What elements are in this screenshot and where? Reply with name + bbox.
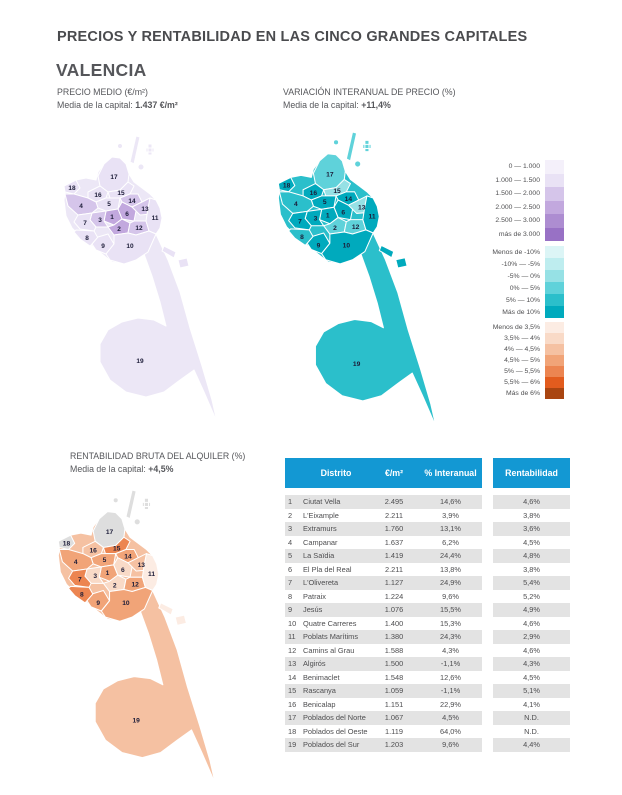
header-rentabilidad: Rentabilidad (505, 468, 558, 478)
legend-label: 0 — 1.000 (508, 163, 540, 171)
legend-label: 0% — 5% (509, 284, 540, 292)
cell-variation: 3,9% (442, 510, 459, 520)
variation-map-heading (283, 86, 456, 112)
table-row (285, 671, 570, 685)
table-row (285, 617, 570, 631)
yield-legend (468, 322, 566, 399)
cell-district: Poblats Marítims (303, 632, 359, 642)
price-legend-row (468, 187, 566, 201)
row-number: 16 (288, 699, 297, 709)
district-9-label: 9 (316, 242, 321, 250)
row-number: 15 (288, 686, 297, 696)
cell-variation: 24,4% (440, 551, 461, 561)
cell-price: 1.224 (384, 591, 404, 601)
table-row (285, 563, 570, 577)
legend-label: 3,5% — 4% (504, 335, 540, 342)
cell-district: Jesús (303, 605, 323, 615)
legend-label: 1.000 — 1.500 (495, 176, 540, 184)
table-row (285, 522, 570, 536)
cell-district: Algirós (303, 659, 326, 669)
cell-price: 2.211 (385, 564, 403, 574)
cell-price: 1.419 (384, 551, 404, 561)
legend-color-swatch (545, 366, 564, 377)
cell-district: Camins al Grau (303, 645, 355, 655)
district-9-label: 9 (96, 599, 101, 607)
cell-variation: 15,5% (440, 605, 461, 615)
district-11-label: 11 (148, 571, 156, 579)
district-16-label: 16 (309, 189, 318, 197)
north-islet (134, 519, 140, 525)
cell-rentabilidad: 2,9% (523, 632, 540, 642)
legend-color-swatch (545, 270, 564, 282)
yield-legend-row (468, 322, 566, 333)
legend-label: 5% — 10% (505, 296, 540, 304)
variation-legend-row (468, 258, 566, 270)
yield-legend-row (468, 366, 566, 377)
table-row (285, 603, 570, 617)
district-5-label: 5 (107, 201, 111, 208)
table-row (285, 509, 570, 523)
cross-islet (146, 144, 154, 155)
district-2-label: 2 (333, 224, 337, 232)
valencia-districts-map (46, 488, 251, 790)
legend-color-swatch (545, 174, 564, 188)
variation-legend (468, 246, 566, 318)
district-15-label: 15 (113, 545, 121, 553)
district-16-label: 16 (94, 192, 102, 199)
municipality-outline (58, 512, 215, 784)
yield-map-title: RENTABILIDAD BRUTA DEL ALQUILER (%) (70, 451, 246, 461)
north-islet (355, 161, 361, 167)
valencia-districts-map (266, 130, 472, 434)
legend-label: Menos de 3,5% (492, 324, 540, 331)
north-islet (118, 144, 123, 149)
legend-label: Más de 10% (502, 308, 540, 316)
row-number: 4 (288, 537, 293, 547)
legend-color-swatch (545, 377, 564, 388)
row-number: 3 (288, 524, 293, 534)
average-label: Media de la capital: (70, 464, 146, 474)
district-4-label: 4 (294, 201, 298, 209)
header-distrito: Distrito (320, 468, 352, 478)
north-islet (138, 164, 144, 170)
table-row (285, 630, 570, 644)
cell-rentabilidad: 3,8% (523, 564, 540, 574)
cell-price: 1.059 (384, 686, 404, 696)
row-number: 11 (288, 632, 296, 642)
table-row (285, 657, 570, 671)
yield-legend-row (468, 388, 566, 399)
cell-rentabilidad: 4,6% (523, 618, 540, 628)
legend-color-swatch (545, 258, 564, 270)
cell-district: Poblados del Sur (303, 740, 360, 750)
row-number: 10 (288, 618, 297, 628)
average-value: +4,5% (148, 464, 174, 474)
district-5-label: 5 (322, 199, 327, 207)
cell-price: 1.127 (384, 578, 404, 588)
legend-label: Menos de -10% (492, 248, 540, 256)
yield-legend-row (468, 333, 566, 344)
river-strip (130, 136, 140, 164)
cell-rentabilidad: 3,6% (523, 524, 540, 534)
yield-choropleth-map (46, 488, 251, 790)
legend-label: -5% — 0% (507, 272, 540, 280)
district-17-label: 17 (326, 171, 334, 179)
variation-choropleth-map (266, 130, 472, 434)
cell-rentabilidad: 4,4% (523, 740, 540, 750)
legend-color-swatch (545, 201, 564, 215)
cell-district: Ciutat Vella (303, 497, 341, 507)
cross-islet (363, 140, 371, 151)
district-14-label: 14 (344, 196, 353, 204)
district-4-label: 4 (79, 203, 83, 210)
district-6-label: 6 (341, 209, 346, 217)
district-12-label: 12 (135, 225, 143, 232)
cell-variation: 14,6% (440, 497, 461, 507)
row-number: 13 (288, 659, 297, 669)
price-legend-row (468, 201, 566, 215)
district-8-label: 8 (85, 235, 89, 242)
row-number: 6 (288, 564, 293, 574)
cell-price: 1.151 (384, 699, 404, 709)
cell-district: L'Olivereta (303, 578, 339, 588)
cell-district: La Saïdia (303, 551, 335, 561)
cell-variation: 24,3% (440, 632, 461, 642)
price-legend (468, 160, 566, 241)
district-7-label: 7 (298, 218, 302, 226)
table-row (285, 536, 570, 550)
price-map-average (57, 99, 178, 112)
river-strip (346, 132, 356, 161)
header-price: €/m² (384, 468, 404, 478)
row-number: 18 (288, 726, 297, 736)
cell-price: 1.500 (384, 659, 404, 669)
district-5-label: 5 (102, 556, 107, 564)
variation-legend-row (468, 306, 566, 318)
district-6-label: 6 (121, 567, 125, 575)
north-islet (113, 498, 118, 503)
average-value: +11,4% (361, 100, 391, 110)
cell-district: L'Eixample (303, 510, 339, 520)
cell-rentabilidad: 4,6% (523, 497, 540, 507)
legend-label: -10% — -5% (501, 260, 540, 268)
district-18-label: 18 (282, 182, 291, 190)
table-row (285, 576, 570, 590)
cell-variation: 6,2% (442, 537, 459, 547)
cell-rentabilidad: 4,9% (523, 605, 540, 615)
district-19-label: 19 (136, 358, 144, 365)
cell-district: Poblados del Oeste (303, 726, 368, 736)
cell-district: Patraix (303, 591, 327, 601)
average-label: Media de la capital: (57, 100, 133, 110)
district-7-label: 7 (77, 576, 82, 584)
table-header-rentabilidad (493, 458, 570, 488)
cell-rentabilidad: 4,5% (523, 537, 540, 547)
district-11-label: 11 (151, 215, 159, 222)
district-17-label: 17 (110, 174, 118, 181)
yield-map-heading (70, 450, 245, 476)
cell-variation: 15,3% (440, 618, 461, 628)
row-number: 2 (288, 510, 293, 520)
cell-rentabilidad: 4,3% (523, 659, 540, 669)
legend-color-swatch (545, 214, 564, 228)
table-row (285, 698, 570, 712)
district-1-label: 1 (105, 570, 110, 578)
cell-price: 1.637 (384, 537, 404, 547)
price-map-heading (57, 86, 178, 112)
cell-district: Extramurs (303, 524, 337, 534)
row-number: 9 (288, 605, 293, 615)
cell-variation: 9,6% (442, 740, 459, 750)
district-3-label: 3 (313, 215, 318, 223)
cell-variation: 24,9% (440, 578, 461, 588)
row-number: 19 (288, 740, 297, 750)
district-13-label: 13 (137, 561, 146, 569)
district-2-label: 2 (117, 226, 121, 233)
legend-label: 1.500 — 2.000 (495, 190, 540, 198)
district-3-label: 3 (98, 217, 102, 224)
row-number: 17 (288, 713, 297, 723)
page-title: PRECIOS Y RENTABILIDAD EN LAS CINCO GRANDES CAPITALES (57, 29, 528, 45)
row-number: 5 (288, 551, 293, 561)
yield-legend-row (468, 355, 566, 366)
district-7-label: 7 (83, 220, 87, 227)
district-18-label: 18 (62, 540, 71, 548)
district-6-label: 6 (125, 211, 129, 218)
cell-rentabilidad: 4,5% (523, 672, 540, 682)
variation-map-average (283, 99, 456, 112)
variation-map-title: VARIACIÓN INTERANUAL DE PRECIO (%) (283, 87, 456, 97)
cell-variation: 13,8% (440, 564, 461, 574)
legend-label: 5% — 5,5% (504, 368, 540, 375)
district-11-label: 11 (368, 213, 376, 221)
row-number: 14 (288, 672, 297, 682)
cell-rentabilidad: 5,1% (523, 686, 540, 696)
legend-color-swatch (545, 344, 564, 355)
harbor-dock (178, 258, 189, 268)
cell-variation: -1,1% (440, 686, 461, 696)
cell-price: 1.380 (384, 632, 404, 642)
legend-label: 2.000 — 2.500 (495, 203, 540, 211)
district-1-label: 1 (110, 214, 114, 221)
district-3-label: 3 (93, 573, 98, 581)
price-legend-row (468, 160, 566, 174)
yield-legend-row (468, 344, 566, 355)
cross-islet (142, 498, 150, 509)
cell-rentabilidad: N.D. (524, 713, 539, 723)
legend-color-swatch (545, 228, 564, 242)
legend-label: 2.500 — 3.000 (495, 217, 540, 225)
yield-legend-row (468, 377, 566, 388)
row-number: 1 (288, 497, 293, 507)
cell-variation: 22,9% (440, 699, 461, 709)
municipality-outline (64, 157, 217, 422)
price-legend-row (468, 174, 566, 188)
legend-label: Más de 6% (505, 390, 540, 397)
district-2-label: 2 (112, 582, 117, 590)
legend-color-swatch (545, 306, 564, 318)
river-strip (126, 490, 136, 519)
variation-legend-row (468, 294, 566, 306)
cell-rentabilidad: 3,8% (523, 510, 540, 520)
cell-variation: 13,1% (440, 524, 461, 534)
table-row (285, 590, 570, 604)
yield-map-average (70, 463, 245, 476)
district-13-label: 13 (358, 204, 366, 212)
district-18-label: 18 (68, 185, 76, 192)
city-title: VALENCIA (56, 60, 147, 80)
harbor-dock (175, 615, 186, 625)
district-12-label: 12 (131, 581, 139, 589)
cell-price: 2.211 (385, 510, 403, 520)
cell-rentabilidad: 5,4% (523, 578, 540, 588)
table-row (285, 644, 570, 658)
price-legend-row (468, 228, 566, 242)
table-row (285, 684, 570, 698)
legend-color-swatch (545, 294, 564, 306)
district-8-label: 8 (80, 591, 84, 599)
legend-label: 4,5% — 5% (504, 357, 540, 364)
cell-price: 1.076 (384, 605, 404, 615)
price-map-title: PRECIO MEDIO (€/m²) (57, 87, 148, 97)
cell-rentabilidad: 4,6% (523, 645, 540, 655)
cell-variation: 4,5% (442, 713, 459, 723)
variation-legend-row (468, 246, 566, 258)
row-number: 7 (288, 578, 293, 588)
cell-variation: 12,6% (440, 672, 461, 682)
north-islet (333, 140, 338, 145)
cell-rentabilidad: 4,8% (523, 551, 540, 561)
average-label: Media de la capital: (283, 100, 359, 110)
legend-color-swatch (545, 333, 564, 344)
header-interanual: % Interanual (424, 468, 477, 478)
district-19-label: 19 (132, 717, 140, 725)
cell-price: 1.548 (384, 672, 404, 682)
cell-district: Poblados del Norte (303, 713, 366, 723)
row-number: 12 (288, 645, 297, 655)
cell-price: 2.495 (384, 497, 404, 507)
legend-color-swatch (545, 355, 564, 366)
cell-rentabilidad: 4,1% (523, 699, 540, 709)
cell-rentabilidad: N.D. (524, 726, 539, 736)
cell-district: Quatre Carreres (303, 618, 357, 628)
district-4-label: 4 (73, 558, 78, 566)
district-10-label: 10 (126, 243, 134, 250)
legend-color-swatch (545, 388, 564, 399)
cell-price: 1.067 (384, 713, 404, 723)
district-10-label: 10 (342, 242, 351, 250)
legend-label: 4% — 4,5% (504, 346, 540, 353)
cell-price: 1.760 (384, 524, 404, 534)
legend-color-swatch (545, 282, 564, 294)
cell-variation: 64,0% (440, 726, 461, 736)
cell-price: 1.400 (384, 618, 404, 628)
legend-color-swatch (545, 246, 564, 258)
legend-color-swatch (545, 187, 564, 201)
legend-label: más de 3.000 (498, 230, 540, 238)
table-row (285, 495, 570, 509)
cell-price: 1.203 (384, 740, 404, 750)
district-16-label: 16 (89, 547, 97, 555)
municipality-outline (278, 154, 436, 427)
table-row (285, 549, 570, 563)
harbor-dock (396, 258, 407, 268)
district-8-label: 8 (300, 234, 304, 242)
average-value: 1.437 €/m² (135, 100, 178, 110)
cell-price: 1.588 (384, 645, 404, 655)
cell-variation: 4,3% (442, 645, 459, 655)
cell-variation: 9,6% (442, 591, 459, 601)
district-14-label: 14 (124, 553, 132, 561)
valencia-districts-map (52, 134, 252, 429)
price-choropleth-map (52, 134, 252, 429)
district-1-label: 1 (325, 212, 330, 220)
cell-district: Rascanya (303, 686, 336, 696)
district-15-label: 15 (117, 190, 125, 197)
row-number: 8 (288, 591, 293, 601)
district-12-label: 12 (351, 223, 360, 231)
district-19-label: 19 (352, 360, 361, 368)
price-legend-row (468, 214, 566, 228)
district-17-label: 17 (105, 529, 114, 537)
table-row (285, 725, 570, 739)
cell-rentabilidad: 5,2% (523, 591, 540, 601)
district-9-label: 9 (101, 243, 105, 250)
cell-district: El Pla del Real (303, 564, 352, 574)
cell-district: Campanar (303, 537, 338, 547)
variation-legend-row (468, 282, 566, 294)
legend-label: 5,5% — 6% (504, 379, 540, 386)
cell-district: Benicalap (303, 699, 336, 709)
table-row (285, 738, 570, 752)
districts-table (285, 495, 570, 752)
legend-color-swatch (545, 322, 564, 333)
district-10-label: 10 (122, 599, 130, 607)
table-row (285, 711, 570, 725)
district-13-label: 13 (141, 206, 149, 213)
district-15-label: 15 (333, 187, 341, 195)
variation-legend-row (468, 270, 566, 282)
cell-district: Benimaclet (303, 672, 340, 682)
district-14-label: 14 (128, 198, 136, 205)
cell-price: 1.119 (385, 726, 403, 736)
legend-color-swatch (545, 160, 564, 174)
cell-variation: -1,1% (440, 659, 461, 669)
table-header-main (285, 458, 482, 488)
